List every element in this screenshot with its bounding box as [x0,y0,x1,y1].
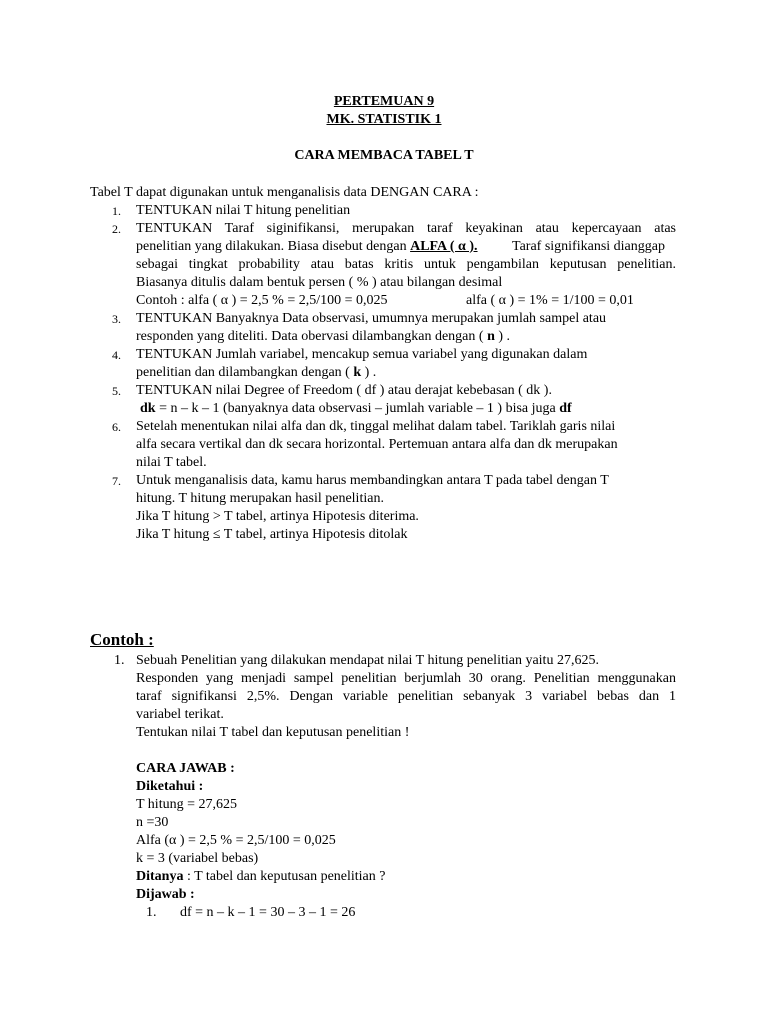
example-alfa-2: alfa ( α ) = 1% = 1/100 = 0,01 [466,293,634,308]
example-text: Sebuah Penelitian yang dilakukan mendapat nilai T hitung penelitian yaitu 27,625. [136,653,599,668]
step-text: Taraf signifikansi dianggap [512,239,665,254]
answer-number: 1. [146,905,157,920]
intro-text: Tabel T dapat digunakan untuk menganalisis data DENGAN CARA : [90,185,479,200]
step-text: TENTUKAN Jumlah variabel, mencakup semua variabel yang digunakan dalam [136,347,588,362]
example-alfa-1: Contoh : alfa ( α ) = 2,5 % = 2,5/100 = 0,025 [136,293,388,308]
example-text: taraf signifikansi 2,5%. Dengan variable penelitian sebanyak 3 variabel bebas dan 1 [136,689,676,704]
step-text: penelitian dan dilambangkan dengan ( k ) . [136,365,377,380]
step-text: Setelah menentukan nilai alfa dan dk, tinggal melihat dalam tabel. Tariklah garis nilai [136,419,616,434]
answer-text: df = n – k – 1 = 30 – 3 – 1 = 26 [180,905,356,920]
ditanya-line: Ditanya : T tabel dan keputusan penelitian ? [136,869,386,884]
step-text: nilai T tabel. [136,455,207,470]
step-text: responden yang diteliti. Data obervasi dilambangkan dengan ( n ) . [136,329,511,344]
example-text: Tentukan nilai T tabel dan keputusan penelitian ! [136,725,410,740]
step-text: TENTUKAN Taraf siginifikansi, merupakan taraf keyakinan atau kepercayaan atas [136,221,676,236]
example-text: Responden yang menjadi sampel penelitian berjumlah 30 orang. Penelitian menggunakan [136,671,676,686]
step-number: 6. [112,420,121,434]
header-meeting: PERTEMUAN 9 [333,94,435,109]
diketahui-label: Diketahui : [136,779,204,794]
step-text: Jika T hitung ≤ T tabel, artinya Hipotesis ditolak [136,527,408,542]
step-text: Jika T hitung > T tabel, artinya Hipotesis diterima. [136,509,419,524]
step-number: 7. [112,474,121,488]
cara-jawab-heading: CARA JAWAB : [136,761,235,776]
df-formula: dk = n – k – 1 (banyaknya data observasi – jumlah variable – 1 ) bisa juga df [140,401,572,416]
step-text: Biasanya ditulis dalam bentuk persen ( % ) atau bilangan desimal [136,275,503,290]
header-course: MK. STATISTIK 1 [326,112,442,127]
given-value: T hitung = 27,625 [136,797,237,812]
page-title: CARA MEMBACA TABEL T [294,148,474,163]
step-text: hitung. T hitung merupakan hasil penelitian. [136,491,384,506]
step-text: sebagai tingkat probability atau batas kritis untuk pengambilan keputusan penelitian. [136,257,676,272]
step-text: Untuk menganalisis data, kamu harus membandingkan antara T pada tabel dengan T [136,473,609,488]
example-number: 1. [114,653,125,668]
step-text: alfa secara vertikal dan dk secara horizontal. Pertemuan antara alfa dan dk merupakan [136,437,618,452]
example-text: variabel terikat. [136,707,224,722]
dijawab-label: Dijawab : [136,887,195,902]
step-text: TENTUKAN nilai T hitung penelitian [136,203,351,218]
step-text: TENTUKAN nilai Degree of Freedom ( df ) atau derajat kebebasan ( dk ). [136,383,552,398]
given-value: k = 3 (variabel bebas) [136,851,259,866]
alfa-term: ALFA ( α ). [410,239,478,254]
step-number: 2. [112,222,121,236]
step-number: 5. [112,384,121,398]
given-value: Alfa (α ) = 2,5 % = 2,5/100 = 0,025 [136,833,336,848]
given-value: n =30 [136,815,169,830]
step-number: 1. [112,204,121,218]
step-text: penelitian yang dilakukan. Biasa disebut dengan ALFA ( α ). [136,239,478,254]
contoh-heading: Contoh : [90,630,154,649]
step-text: TENTUKAN Banyaknya Data observasi, umumnya merupakan jumlah sampel atau [136,311,607,326]
step-number: 3. [112,312,121,326]
step-number: 4. [112,348,121,362]
